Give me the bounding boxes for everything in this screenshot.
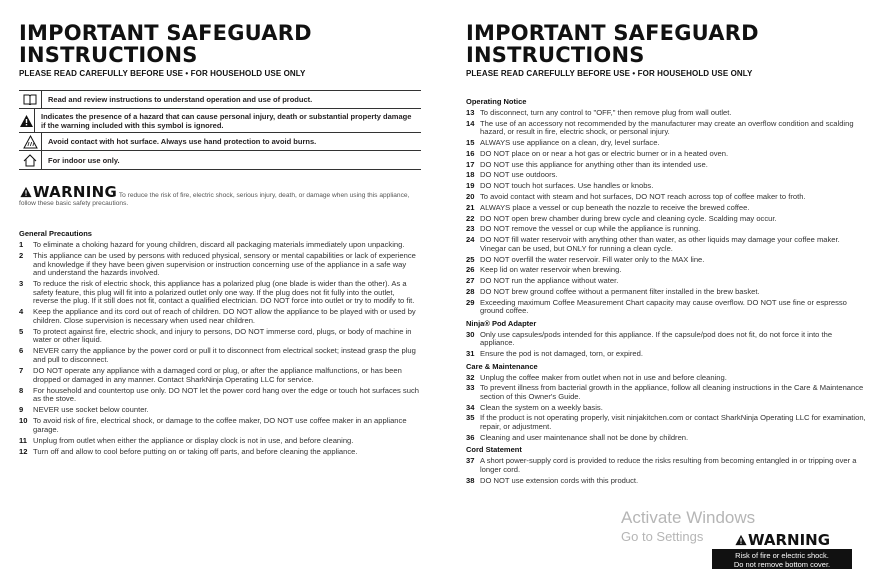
warning-triangle-icon: [19, 192, 33, 199]
title-line-1: IMPORTANT SAFEGUARD: [19, 21, 312, 45]
symbol-row: [19, 109, 421, 133]
symbol-row: [19, 151, 421, 170]
list-item: 29 Exceeding maximum Coffee Measurement Chart capacity may cause overflow. DO NOT use fine or espresso ground coffee.: [466, 297, 847, 316]
left-page: [19, 0, 429, 575]
symbol-text: For indoor use only.: [48, 155, 120, 165]
symbol-text: Indicates the presence of a hazard that can cause personal injury, death or substantial property damage if the warning included with this symbol is ignored.: [41, 111, 412, 130]
list-item: 28 DO NOT brew ground coffee without a permanent filter installed in the brew basket.: [466, 286, 760, 296]
list-item: 15 ALWAYS use appliance on a clean, dry, level surface.: [466, 138, 660, 148]
list-item: 30 Only use capsules/pods intended for this appliance. If the capsule/pod does not fit, do not force it into the appliance.: [466, 329, 833, 348]
list-item: 35 If the product is not operating properly, visit ninjakitchen.com or contact SharkNinja Operating LLC for examination, repair, or adjustment.: [466, 413, 866, 431]
warning-heading: WARNING: [33, 183, 118, 201]
list-item: 27 DO NOT run the appliance without water.: [466, 276, 619, 286]
list-item: 3 To reduce the risk of electric shock, this appliance has a polarized plug (one blade is wider than the other). As a safety feature, this plug will fit into a polarized outlet only one way. If the plug does not fit fully into the outlet, reverse the plug. If it still does not fit, contact a qualified electrician. DO NOT force into outlet or try to modify to fit.: [19, 279, 415, 306]
title-line-2: INSTRUCTIONS: [466, 43, 645, 67]
symbol-text: Avoid contact with hot surface. Always use hand protection to avoid burns.: [48, 137, 317, 146]
list-item: 1 To eliminate a choking hazard for young children, discard all packaging materials immediately upon unpacking.: [19, 240, 405, 249]
symbol-text: Read and review instructions to understand operation and use of product.: [48, 95, 313, 104]
hot-surface-icon: [19, 133, 42, 150]
list-item: 9 NEVER use socket below counter.: [19, 405, 149, 415]
list-item: 17 DO NOT use this appliance for anything other than its intended use.: [466, 159, 708, 169]
book-icon: [19, 91, 42, 108]
list-item: 20 To avoid contact with steam and hot surfaces, DO NOT reach across top of coffee maker to froth.: [466, 192, 806, 202]
list-item: 5 To protect against fire, electric shock, and injury to persons, DO NOT immerse cord, plugs, or body of machine in water or other liquid.: [19, 326, 412, 345]
page-subtitle: PLEASE READ CAREFULLY BEFORE USE • FOR HOUSEHOLD USE ONLY: [466, 69, 753, 78]
list-item: 7 DO NOT operate any appliance with a damaged cord or plug, or after the appliance malfunctions, or has been dropped or damaged in any manner. Contact SharkNinja Operating LLC for service.: [19, 366, 402, 384]
list-item: 10 To avoid risk of fire, electrical shock, or damage to the coffee maker, DO NOT use coffee maker in an appliance garage.: [19, 416, 407, 434]
list-item: 22 DO NOT open brew chamber during brew cycle and cleaning cycle. Scalding may occur.: [466, 213, 777, 223]
list-item: 21 ALWAYS place a vessel or cup beneath the nozzle to receive the brewed coffee.: [466, 202, 750, 212]
warning-text: To reduce the risk of fire, electric shock, serious injury, death, or damage when using this appliance, follow these basic safety precautions.: [19, 192, 410, 207]
list-item: 16 DO NOT place on or near a hot gas or electric burner or in a heated oven.: [466, 148, 729, 158]
symbol-legend-table: [19, 90, 421, 170]
list-item: 36 Cleaning and user maintenance shall not be done by children.: [466, 432, 689, 442]
activate-windows-title: Activate Windows: [621, 508, 756, 527]
page-title: [466, 22, 759, 66]
list-item: 23 DO NOT remove the vessel or cup while the appliance is running.: [466, 224, 701, 234]
warning-box-word: WARNING: [747, 531, 831, 549]
warning-box-message: [712, 551, 852, 569]
right-column-lists: [466, 97, 866, 487]
section-heading-operating: Operating Notice: [466, 97, 527, 106]
section-heading-pod-adapter: Ninja® Pod Adapter: [466, 318, 537, 328]
section-heading-general: General Precautions: [19, 229, 92, 238]
list-item: 18 DO NOT use outdoors.: [466, 170, 558, 180]
section-heading-cord: Cord Statement: [466, 445, 522, 455]
list-item: 6 NEVER carry the appliance by the power cord or pull it to disconnect from electrical socket; instead grasp the plug and pull to disconnect.: [19, 346, 416, 364]
warning-triangle-icon: [734, 531, 748, 549]
list-item: 37 A short power-supply cord is provided to reduce the risks resulting from becoming entangled in or tripping over a longer cord.: [466, 456, 857, 474]
list-item: 31 Ensure the pod is not damaged, torn, or expired.: [466, 349, 643, 359]
title-line-1: IMPORTANT SAFEGUARD: [466, 21, 759, 45]
symbol-row: [19, 91, 421, 109]
list-item: 38 DO NOT use extension cords with this product.: [466, 475, 639, 485]
list-item: 26 Keep lid on water reservoir when brewing.: [466, 265, 622, 275]
list-item: 8 For household and countertop use only. DO NOT let the power cord hang over the edge or touch hot surfaces such as the stove.: [19, 385, 419, 404]
list-item: 34 Clean the system on a weekly basis.: [466, 402, 603, 412]
list-item: 25 DO NOT overfill the water reservoir. Fill water only to the MAX line.: [466, 254, 705, 264]
list-item: 2 This appliance can be used by persons with reduced physical, sensory or mental capabilities or lack of experience and knowledge if they have been given supervision or instruction concerning use of the appliance in a safe way and understand the hazards involved.: [19, 251, 416, 278]
activate-windows-subtitle: Go to Settings: [621, 529, 704, 544]
warning-triangle-icon: [19, 109, 35, 132]
warning-box-heading: [712, 531, 852, 549]
list-item: 33 To prevent illness from bacterial growth in the appliance, follow all cleaning instructions in the Care & Maintenance section of this Owner's Guide.: [466, 383, 864, 401]
list-item: 24 DO NOT fill water reservoir with anything other than water, as other liquids may damage your coffee maker. Vinegar can be used, but ONLY for running a clean cycle.: [466, 235, 840, 253]
page-title: [19, 22, 312, 66]
list-item: 4 Keep the appliance and its cord out of reach of children. DO NOT allow the appliance to be played with or used by children. Close supervision is necessary when used near children.: [19, 307, 416, 325]
title-line-2: INSTRUCTIONS: [19, 43, 198, 67]
general-precautions-list: [19, 241, 419, 459]
page-subtitle: PLEASE READ CAREFULLY BEFORE USE • FOR HOUSEHOLD USE ONLY: [19, 69, 306, 78]
house-icon: [19, 151, 42, 169]
list-item: 11 Unplug from outlet when either the appliance or display clock is not in use, and before cleaning.: [19, 435, 354, 445]
symbol-row: [19, 133, 421, 151]
warning-box-line-2: Do not remove bottom cover.: [733, 560, 831, 569]
warning-label-box: [712, 533, 852, 569]
warning-box-line-1: Risk of fire or electric shock.: [735, 551, 829, 560]
section-heading-care: Care & Maintenance: [466, 361, 538, 371]
list-item: 13 To disconnect, turn any control to "OFF," then remove plug from wall outlet.: [466, 108, 732, 117]
warning-statement: [19, 183, 424, 208]
list-item: 32 Unplug the coffee maker from outlet when not in use and before cleaning.: [466, 372, 727, 382]
list-item: 14 The use of an accessory not recommended by the manufacturer may create an overflow condition and scalding hazard, or result in fire, electric shock, or personal injury.: [466, 118, 854, 137]
list-item: 12 Turn off and allow to cool before putting on or taking off parts, and before cleaning the appliance.: [19, 447, 358, 457]
list-item: 19 DO NOT touch hot surfaces. Use handles or knobs.: [466, 181, 654, 191]
right-page: [466, 0, 876, 575]
